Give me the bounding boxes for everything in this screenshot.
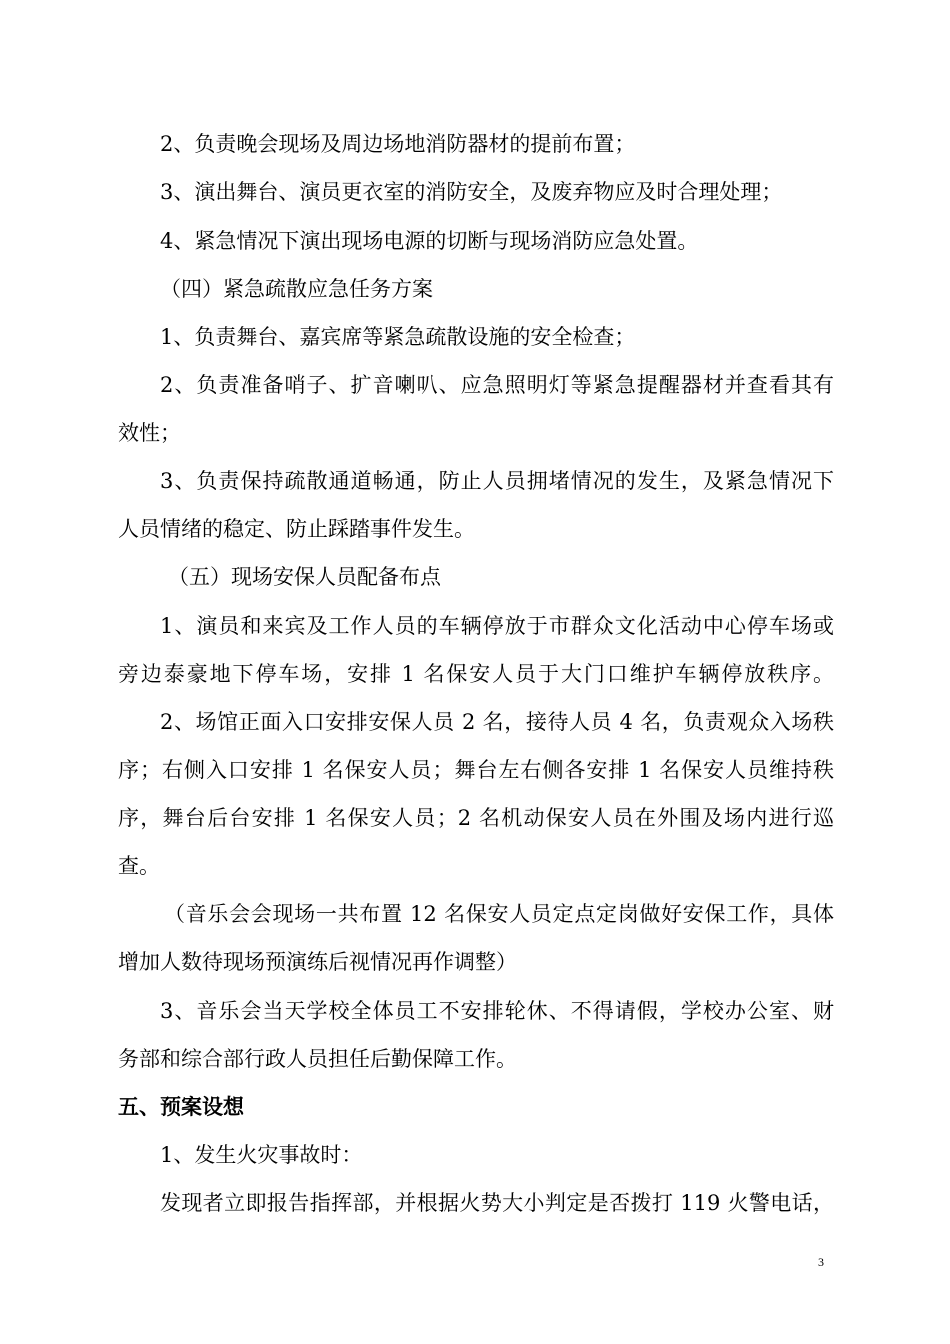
paragraph-line: 1、演员和来宾及工作人员的车辆停放于市群众文化活动中心停车场或 bbox=[160, 614, 834, 638]
chapter-heading: 五、预案设想 bbox=[118, 1094, 244, 1119]
paragraph-line: 2、负责晚会现场及周边场地消防器材的提前布置； bbox=[160, 132, 636, 156]
paragraph-line: 2、负责准备哨子、扩音喇叭、应急照明灯等紧急提醒器材并查看其有 bbox=[160, 373, 834, 397]
paragraph-line: 1、负责舞台、嘉宾席等紧急疏散设施的安全检查； bbox=[160, 325, 636, 349]
paragraph-line: 4、紧急情况下演出现场电源的切断与现场消防应急处置。 bbox=[160, 229, 699, 253]
paragraph-line: 序；右侧入口安排 1 名保安人员；舞台左右侧各安排 1 名保安人员维持秩 bbox=[118, 758, 834, 782]
paragraph-line: 效性； bbox=[118, 421, 181, 445]
paragraph-line: 3、音乐会当天学校全体员工不安排轮休、不得请假，学校办公室、财 bbox=[160, 999, 834, 1023]
paragraph-line: 人员情绪的稳定、防止踩踏事件发生。 bbox=[118, 517, 475, 541]
paragraph-line: 查。 bbox=[118, 854, 160, 878]
page-number: 3 bbox=[818, 1255, 824, 1269]
paragraph-line: 增加人数待现场预演练后视情况再作调整） bbox=[118, 950, 517, 974]
paragraph-line: 1、发生火灾事故时： bbox=[160, 1143, 363, 1167]
paragraph-line: 2、场馆正面入口安排安保人员 2 名，接待人员 4 名，负责观众入场秩 bbox=[160, 710, 834, 734]
section-heading: （五）现场安保人员配备布点 bbox=[168, 565, 441, 589]
paragraph-line: （音乐会会现场一共布置 12 名保安人员定点定岗做好安保工作，具体 bbox=[164, 902, 834, 926]
paragraph-line: 务部和综合部行政人员担任后勤保障工作。 bbox=[118, 1047, 517, 1071]
section-heading: （四）紧急疏散应急任务方案 bbox=[160, 277, 433, 301]
paragraph-line: 3、负责保持疏散通道畅通，防止人员拥堵情况的发生，及紧急情况下 bbox=[160, 469, 834, 493]
paragraph-line: 旁边泰豪地下停车场，安排 1 名保安人员于大门口维护车辆停放秩序。 bbox=[118, 662, 834, 686]
paragraph-line: 3、演出舞台、演员更衣室的消防安全，及废弃物应及时合理处理； bbox=[160, 180, 783, 204]
paragraph-line: 序，舞台后台安排 1 名保安人员；2 名机动保安人员在外围及场内进行巡 bbox=[118, 806, 834, 830]
paragraph-line: 发现者立即报告指挥部，并根据火势大小判定是否拨打 119 火警电话， bbox=[160, 1191, 834, 1215]
